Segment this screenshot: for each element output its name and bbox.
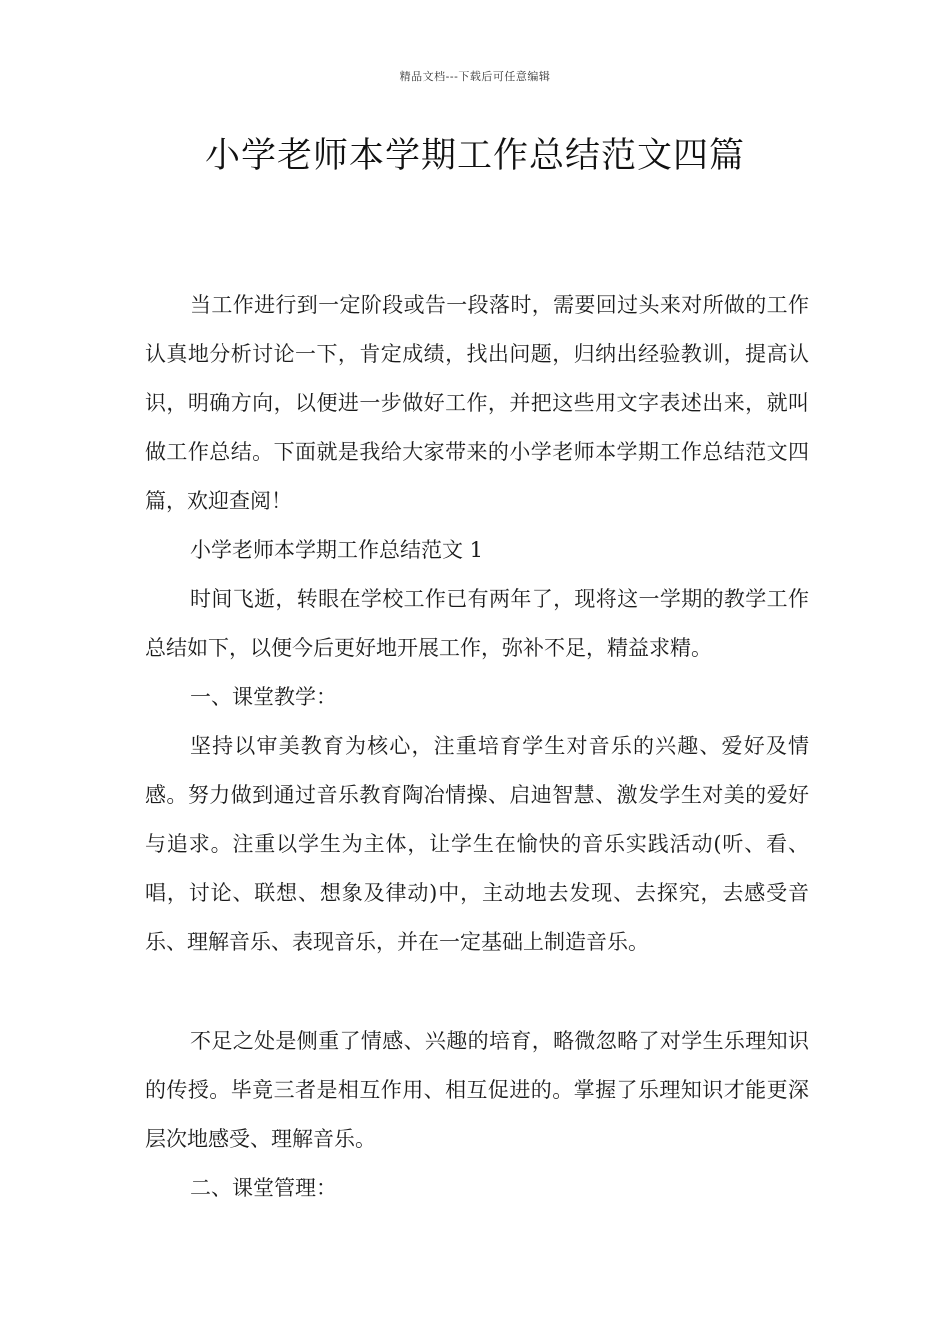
document-title: 小学老师本学期工作总结范文四篇 [204,136,745,176]
body-paragraph: 时间飞逝，转眼在学校工作已有两年了，现将这一学期的教学工作总结如下，以便今后更好地开展工作，弥补不足，精益求精。 [145,587,809,660]
body-paragraph: 坚持以审美教育为核心，注重培育学生对音乐的兴趣、爱好及情感。努力做到通过音乐教育陶冶情操、启迪智慧、激发学生对美的爱好与追求。注重以学生为主体，让学生在愉快的音乐实践活动(听、看、唱，讨论、联想、想象及律动)中，主动地去发现、去探究，去感受音乐、理解音乐、表现音乐，并在一定基础上制造音乐。 [145,734,809,954]
subheading-classroom-teaching: 一、课堂教学： [190,685,337,709]
intro-paragraph: 当工作进行到一定阶段或告一段落时，需要回过头来对所做的工作认真地分析讨论一下，肯定成绩，找出问题，归纳出经验教训，提高认识，明确方向，以便进一步做好工作，并把这些用文字表述出来，就叫做工作总结。下面就是我给大家带来的小学老师本学期工作总结范文四篇，欢迎查阅！ [145,293,809,513]
header-note: 精品文档---下载后可任意编辑 [399,70,551,83]
body-paragraph: 不足之处是侧重了情感、兴趣的培育，略微忽略了对学生乐理知识的传授。毕竟三者是相互作用、相互促进的。掌握了乐理知识才能更深层次地感受、理解音乐。 [145,1029,809,1151]
section-heading-sample-1: 小学老师本学期工作总结范文 1 [190,538,484,562]
document-body [145,281,809,1213]
subheading-classroom-management: 二、课堂管理： [190,1176,337,1200]
